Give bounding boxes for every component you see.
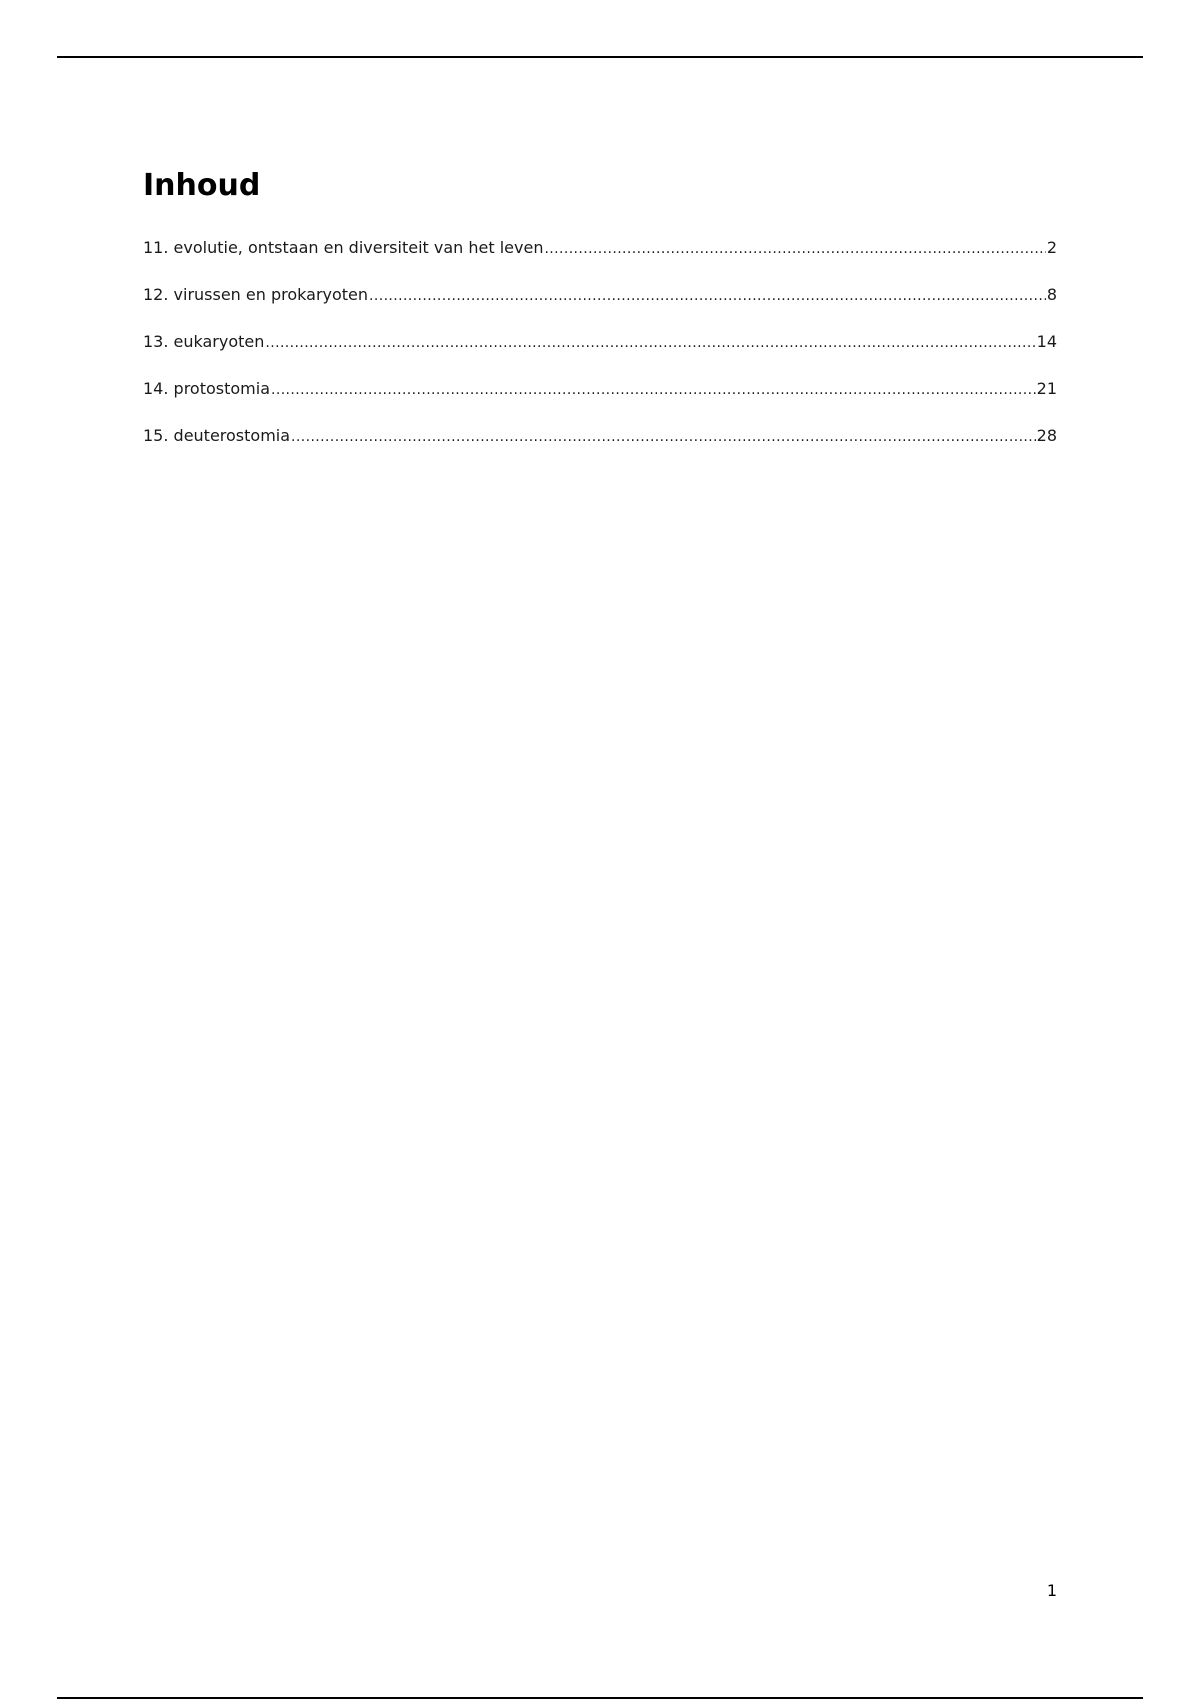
toc-entry[interactable] [143, 373, 1057, 420]
toc-entry-page: 2 [1046, 238, 1057, 257]
toc-dot-leader [369, 279, 1046, 312]
toc-entry-page: 8 [1046, 285, 1057, 304]
toc-entry[interactable] [143, 232, 1057, 279]
toc-entry-title: 14. protostomia [143, 379, 270, 398]
toc-entry[interactable] [143, 420, 1057, 467]
toc-entry[interactable] [143, 279, 1057, 326]
toc-entry-page: 21 [1036, 379, 1057, 398]
toc-entry-title: 13. eukaryoten [143, 332, 265, 351]
toc-entry-title: 12. virussen en prokaryoten [143, 285, 369, 304]
toc-entry[interactable] [143, 326, 1057, 373]
toc-entry-page: 28 [1036, 426, 1057, 445]
toc-dot-leader [544, 232, 1045, 265]
toc-entry-title: 15. deuterostomia [143, 426, 291, 445]
toc-entry-page: 14 [1036, 332, 1057, 351]
footer-rule [57, 1697, 1143, 1699]
toc-dot-leader [271, 373, 1036, 406]
page-number: 1 [1046, 1581, 1057, 1600]
toc-dot-leader [265, 326, 1035, 359]
header-rule [57, 56, 1143, 58]
toc-entry-title: 11. evolutie, ontstaan en diversiteit van het leven [143, 238, 544, 257]
table-of-contents [143, 232, 1057, 467]
toc-dot-leader [291, 420, 1036, 453]
toc-heading: Inhoud [143, 168, 261, 203]
